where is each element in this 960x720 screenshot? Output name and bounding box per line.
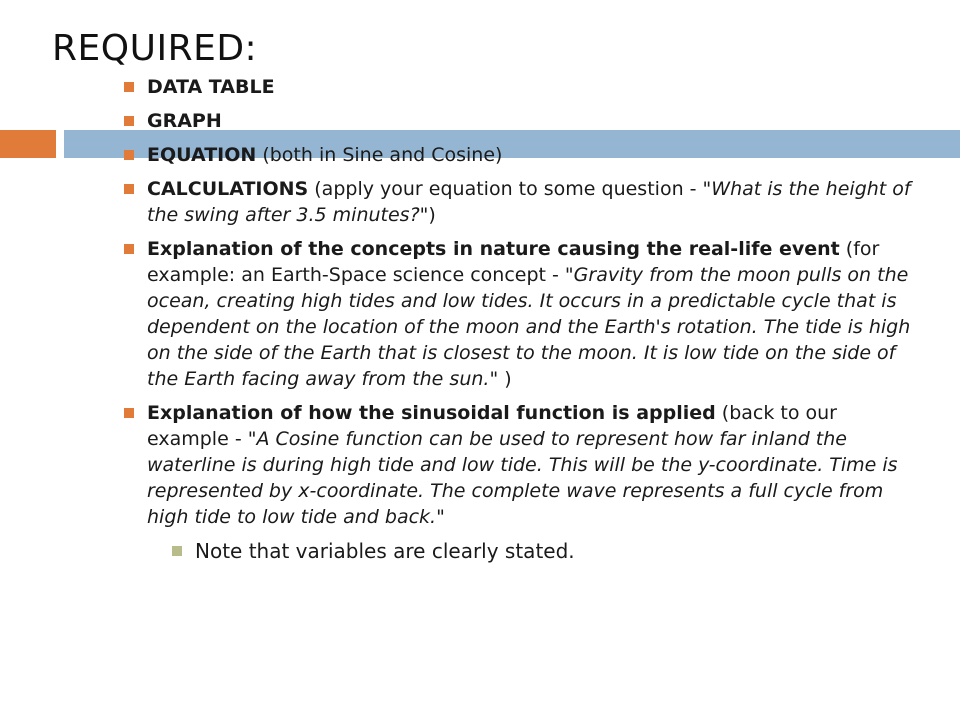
list-item-concepts [124,236,924,392]
item-bold: GRAPH [147,110,222,132]
list-item-calculations [124,176,924,228]
item-italic: What is the height of the swing after 3.5 minutes? [147,178,911,226]
item-bold: Explanation of the concepts in nature causing the real-life event [147,238,840,260]
bullet-square-icon [124,244,134,254]
item-end: " [436,506,445,528]
item-text: (both in Sine and Cosine) [256,144,503,166]
bullet-square-icon [124,116,134,126]
item-bold: CALCULATIONS [147,178,309,200]
bullet-square-icon [124,184,134,194]
item-end: " ) [489,368,512,390]
list-item-graph [124,108,924,134]
item-text: (back to our example - " [147,402,837,450]
item-italic: A Cosine function can be used to represent how far inland the waterline is during high tide and low tide. This will be the y-coordinate. Time is represented by x-coordinate. The complete wave represents a full cycle from high tide to low tide and back. [147,428,898,528]
accent-bar-orange [0,130,56,158]
bullet-square-icon [124,408,134,418]
list-item-data-table [124,74,924,100]
item-text: (apply your equation to some question - " [308,178,712,200]
page-title: REQUIRED: [52,28,258,69]
list-item-sinusoidal [124,400,924,530]
item-text: (for example: an Earth-Space science concept - " [147,238,880,286]
item-bold: DATA TABLE [147,76,275,98]
item-italic: Gravity from the moon pulls on the ocean, creating high tides and low tides. It occurs in a predictable cycle that is dependent on the location of the moon and the Earth's rotation. The tide is high on the side of the Earth that is closest to the moon. It is low tide on the side of the Earth facing away from the sun. [147,264,911,390]
list-item-equation [124,142,924,168]
requirements-list [124,74,924,564]
item-bold: EQUATION [147,144,257,166]
bullet-square-icon [124,150,134,160]
sub-item-text: Note that variables are clearly stated. [195,539,575,563]
item-end: ") [419,204,436,226]
bullet-square-icon [124,82,134,92]
sub-list-item-variables [172,538,924,564]
item-bold: Explanation of how the sinusoidal function is applied [147,402,716,424]
sub-bullet-square-icon [172,546,182,556]
